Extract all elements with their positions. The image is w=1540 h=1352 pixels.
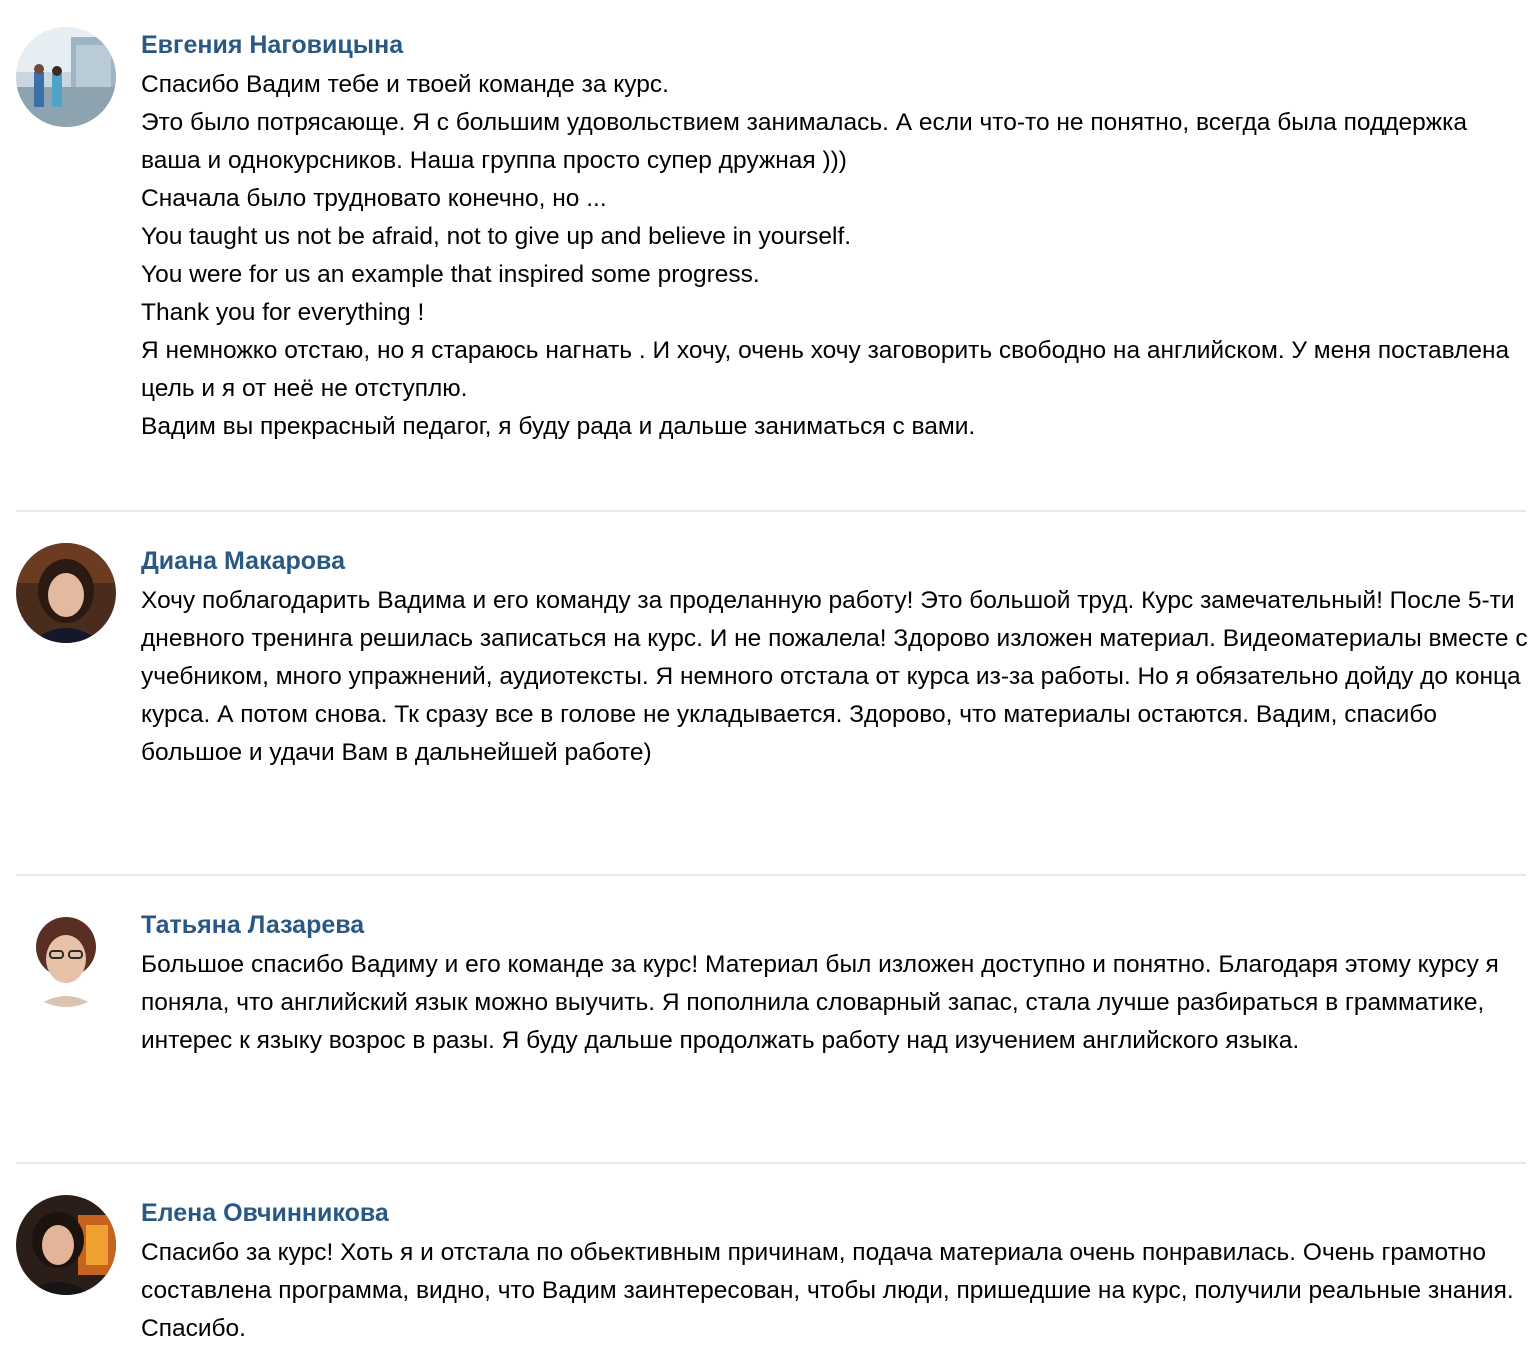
- comment-line: Спасибо за курс! Хоть я и отстала по обьективным причинам, подача материала очень понравилась. Очень грамотно составлена программа, видно, что Вадим заинтересован, чтобы люди, пришедшие на курс, получили реальные знания. Спасибо.: [141, 1239, 1514, 1342]
- comment-line: You taught us not be afraid, not to give up and believe in yourself.: [141, 223, 852, 250]
- avatar[interactable]: [16, 907, 116, 1007]
- comment-author[interactable]: Татьяна Лазарева: [141, 911, 365, 939]
- comment-line: Вадим вы прекрасный педагог, я буду рада и дальше заниматься с вами.: [141, 413, 976, 440]
- comment-divider: [16, 874, 1526, 876]
- avatar[interactable]: [16, 27, 116, 127]
- comment-author[interactable]: Елена Овчинникова: [141, 1199, 389, 1227]
- avatar-photo-icon: [16, 1195, 116, 1295]
- comment-line: You were for us an example that inspired some progress.: [141, 261, 760, 288]
- comment-author[interactable]: Диана Макарова: [141, 547, 345, 575]
- avatar[interactable]: [16, 1195, 116, 1295]
- comment-line: Я немножко отстаю, но я стараюсь нагнать . И хочу, очень хочу заговорить свободно на английском. У меня поставлена цель и я от неё не отступлю.: [141, 337, 1510, 402]
- comment-text: [141, 946, 1531, 1060]
- avatar[interactable]: [16, 543, 116, 643]
- avatar-photo-icon: [16, 27, 116, 127]
- comment-divider: [16, 510, 1526, 512]
- comment-line: Хочу поблагодарить Вадима и его команду за проделанную работу! Это большой труд. Курс замечательный! После 5-ти дневного тренинга решилась записаться на курс. И не пожалела! Здорово изложен материал. Видеоматериалы вместе с учебником, много упражнений, аудиотексты. Я немного отстала от курса из-за работы. Но я обязательно дойду до конца курса. А потом снова. Тк сразу все в голове не укладывается. Здорово, что материалы остаются. Вадим, спасибо большое и удачи Вам в дальнейшей работе): [141, 587, 1528, 766]
- avatar-photo-icon: [16, 907, 116, 1007]
- comment-author[interactable]: Евгения Наговицына: [141, 31, 404, 59]
- comment-line: Это было потрясающе. Я с большим удовольствием занималась. А если что-то не понятно, всегда была поддержка ваша и однокурсников. Наша группа просто супер дружная ))): [141, 109, 1468, 174]
- comment-text: [141, 1234, 1531, 1348]
- comment-text: [141, 66, 1531, 446]
- comment-divider: [16, 1162, 1526, 1164]
- avatar-photo-icon: [16, 543, 116, 643]
- comment-line: Большое спасибо Вадиму и его команде за курс! Материал был изложен доступно и понятно. Благодаря этому курсу я поняла, что английский язык можно выучить. Я пополнила словарный запас, стала лучше разбираться в грамматике, интерес к языку возрос в разы. Я буду дальше продолжать работу над изучением английского языка.: [141, 951, 1499, 1054]
- comment-text: [141, 582, 1531, 772]
- comment-line: Спасибо Вадим тебе и твоей команде за курс.: [141, 71, 669, 98]
- comment-line: Сначала было трудновато конечно, но ...: [141, 185, 607, 212]
- comment-line: Thank you for everything !: [141, 299, 425, 326]
